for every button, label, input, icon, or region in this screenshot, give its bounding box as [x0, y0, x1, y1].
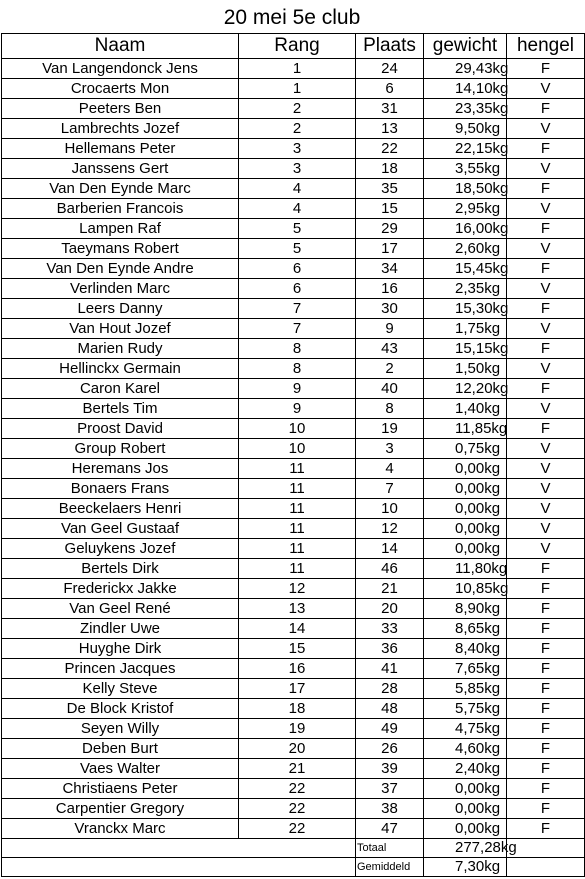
rang-cell: 14: [239, 619, 356, 639]
table-row: [2, 299, 585, 319]
rang-cell: 15: [239, 639, 356, 659]
table-row: [2, 719, 585, 739]
table-row: [2, 559, 585, 579]
rang-cell: 10: [239, 419, 356, 439]
plaats-cell: 6: [356, 79, 424, 99]
gewicht-cell: 0,00kg: [424, 459, 507, 479]
hengel-cell: V: [507, 79, 585, 99]
plaats-cell: 7: [356, 479, 424, 499]
average-row: [2, 858, 585, 877]
plaats-cell: 33: [356, 619, 424, 639]
hengel-cell: F: [507, 659, 585, 679]
page-title: 20 mei 5e club: [223, 6, 361, 29]
rang-cell: 4: [239, 199, 356, 219]
gewicht-cell: 7,65kg: [424, 659, 507, 679]
hengel-cell: V: [507, 319, 585, 339]
table-row: [2, 819, 585, 839]
gewicht-cell: 0,00kg: [424, 499, 507, 519]
empty-cell: [2, 839, 356, 858]
naam-cell: Beeckelaers Henri: [2, 499, 239, 519]
table-row: [2, 699, 585, 719]
naam-cell: Carpentier Gregory: [2, 799, 239, 819]
table-row: [2, 199, 585, 219]
plaats-cell: 48: [356, 699, 424, 719]
naam-cell: Crocaerts Mon: [2, 79, 239, 99]
hengel-cell: F: [507, 599, 585, 619]
table-row: [2, 619, 585, 639]
rang-cell: 7: [239, 299, 356, 319]
naam-cell: Marien Rudy: [2, 339, 239, 359]
plaats-cell: 8: [356, 399, 424, 419]
plaats-cell: 37: [356, 779, 424, 799]
hengel-cell: F: [507, 259, 585, 279]
hengel-cell: F: [507, 739, 585, 759]
gewicht-cell: 0,00kg: [424, 799, 507, 819]
plaats-cell: 35: [356, 179, 424, 199]
naam-cell: Peeters Ben: [2, 99, 239, 119]
hengel-cell: F: [507, 299, 585, 319]
hengel-cell: F: [507, 179, 585, 199]
table-row: [2, 419, 585, 439]
total-row-value: 277,28kg: [424, 839, 507, 858]
rang-cell: 9: [239, 399, 356, 419]
hengel-cell: F: [507, 779, 585, 799]
rang-cell: 16: [239, 659, 356, 679]
naam-cell: Deben Burt: [2, 739, 239, 759]
column-header-rang: Rang: [239, 34, 356, 59]
naam-cell: Huyghe Dirk: [2, 639, 239, 659]
hengel-cell: F: [507, 419, 585, 439]
table-row: [2, 759, 585, 779]
total-row-label: Totaal: [356, 839, 424, 858]
average-row-value: 7,30kg: [424, 858, 507, 877]
hengel-cell: V: [507, 479, 585, 499]
average-row-label: Gemiddeld: [356, 858, 424, 877]
plaats-cell: 12: [356, 519, 424, 539]
hengel-cell: F: [507, 139, 585, 159]
rang-cell: 8: [239, 339, 356, 359]
naam-cell: Bertels Dirk: [2, 559, 239, 579]
naam-cell: Seyen Willy: [2, 719, 239, 739]
hengel-cell: F: [507, 799, 585, 819]
gewicht-cell: 3,55kg: [424, 159, 507, 179]
rang-cell: 11: [239, 459, 356, 479]
naam-cell: De Block Kristof: [2, 699, 239, 719]
rang-cell: 4: [239, 179, 356, 199]
hengel-cell: F: [507, 339, 585, 359]
naam-cell: Heremans Jos: [2, 459, 239, 479]
gewicht-cell: 0,75kg: [424, 439, 507, 459]
table-row: [2, 219, 585, 239]
naam-cell: Princen Jacques: [2, 659, 239, 679]
gewicht-cell: 12,20kg: [424, 379, 507, 399]
plaats-cell: 14: [356, 539, 424, 559]
plaats-cell: 29: [356, 219, 424, 239]
naam-cell: Hellemans Peter: [2, 139, 239, 159]
results-table: [1, 33, 585, 877]
hengel-cell: V: [507, 279, 585, 299]
rang-cell: 11: [239, 499, 356, 519]
naam-cell: Van Den Eynde Marc: [2, 179, 239, 199]
rang-cell: 7: [239, 319, 356, 339]
plaats-cell: 46: [356, 559, 424, 579]
column-header-plaats: Plaats: [356, 34, 424, 59]
plaats-cell: 19: [356, 419, 424, 439]
rang-cell: 6: [239, 279, 356, 299]
plaats-cell: 41: [356, 659, 424, 679]
empty-cell: [507, 858, 585, 877]
table-row: [2, 259, 585, 279]
rang-cell: 11: [239, 539, 356, 559]
naam-cell: Van Geel Gustaaf: [2, 519, 239, 539]
column-header-gewicht: gewicht: [424, 34, 507, 59]
plaats-cell: 16: [356, 279, 424, 299]
table-row: [2, 539, 585, 559]
naam-cell: Hellinckx Germain: [2, 359, 239, 379]
rang-cell: 6: [239, 259, 356, 279]
table-row: [2, 679, 585, 699]
gewicht-cell: 2,60kg: [424, 239, 507, 259]
hengel-cell: F: [507, 619, 585, 639]
naam-cell: Proost David: [2, 419, 239, 439]
plaats-cell: 47: [356, 819, 424, 839]
naam-cell: Group Robert: [2, 439, 239, 459]
hengel-cell: F: [507, 559, 585, 579]
table-row: [2, 99, 585, 119]
rang-cell: 2: [239, 99, 356, 119]
hengel-cell: V: [507, 199, 585, 219]
gewicht-cell: 15,45kg: [424, 259, 507, 279]
plaats-cell: 31: [356, 99, 424, 119]
plaats-cell: 49: [356, 719, 424, 739]
naam-cell: Van Geel René: [2, 599, 239, 619]
hengel-cell: F: [507, 579, 585, 599]
gewicht-cell: 15,15kg: [424, 339, 507, 359]
plaats-cell: 28: [356, 679, 424, 699]
table-row: [2, 799, 585, 819]
naam-cell: Taeymans Robert: [2, 239, 239, 259]
rang-cell: 12: [239, 579, 356, 599]
rang-cell: 11: [239, 559, 356, 579]
table-row: [2, 479, 585, 499]
rang-cell: 10: [239, 439, 356, 459]
rang-cell: 5: [239, 219, 356, 239]
naam-cell: Leers Danny: [2, 299, 239, 319]
rang-cell: 2: [239, 119, 356, 139]
plaats-cell: 26: [356, 739, 424, 759]
naam-cell: Janssens Gert: [2, 159, 239, 179]
hengel-cell: V: [507, 499, 585, 519]
gewicht-cell: 0,00kg: [424, 779, 507, 799]
table-row: [2, 319, 585, 339]
table-row: [2, 639, 585, 659]
gewicht-cell: 11,85kg: [424, 419, 507, 439]
table-row: [2, 139, 585, 159]
naam-cell: Bertels Tim: [2, 399, 239, 419]
plaats-cell: 30: [356, 299, 424, 319]
rang-cell: 3: [239, 159, 356, 179]
gewicht-cell: 4,60kg: [424, 739, 507, 759]
table-row: [2, 739, 585, 759]
gewicht-cell: 22,15kg: [424, 139, 507, 159]
rang-cell: 22: [239, 819, 356, 839]
plaats-cell: 39: [356, 759, 424, 779]
gewicht-cell: 18,50kg: [424, 179, 507, 199]
plaats-cell: 18: [356, 159, 424, 179]
table-row: [2, 179, 585, 199]
table-row: [2, 239, 585, 259]
gewicht-cell: 4,75kg: [424, 719, 507, 739]
table-row: [2, 459, 585, 479]
gewicht-cell: 14,10kg: [424, 79, 507, 99]
hengel-cell: V: [507, 359, 585, 379]
plaats-cell: 10: [356, 499, 424, 519]
hengel-cell: F: [507, 379, 585, 399]
plaats-cell: 20: [356, 599, 424, 619]
header-row: [2, 34, 585, 59]
table-row: [2, 579, 585, 599]
gewicht-cell: 16,00kg: [424, 219, 507, 239]
table-row: [2, 519, 585, 539]
gewicht-cell: 11,80kg: [424, 559, 507, 579]
table-row: [2, 659, 585, 679]
plaats-cell: 2: [356, 359, 424, 379]
gewicht-cell: 2,35kg: [424, 279, 507, 299]
rang-cell: 22: [239, 779, 356, 799]
gewicht-cell: 0,00kg: [424, 819, 507, 839]
rang-cell: 20: [239, 739, 356, 759]
table-row: [2, 279, 585, 299]
naam-cell: Lambrechts Jozef: [2, 119, 239, 139]
gewicht-cell: 1,40kg: [424, 399, 507, 419]
hengel-cell: F: [507, 639, 585, 659]
naam-cell: Caron Karel: [2, 379, 239, 399]
rang-cell: 8: [239, 359, 356, 379]
total-row: [2, 839, 585, 858]
plaats-cell: 34: [356, 259, 424, 279]
gewicht-cell: 15,30kg: [424, 299, 507, 319]
plaats-cell: 43: [356, 339, 424, 359]
gewicht-cell: 5,85kg: [424, 679, 507, 699]
table-row: [2, 599, 585, 619]
rang-cell: 13: [239, 599, 356, 619]
table-row: [2, 79, 585, 99]
rang-cell: 21: [239, 759, 356, 779]
table-row: [2, 119, 585, 139]
gewicht-cell: 2,40kg: [424, 759, 507, 779]
plaats-cell: 36: [356, 639, 424, 659]
table-row: [2, 339, 585, 359]
gewicht-cell: 9,50kg: [424, 119, 507, 139]
plaats-cell: 24: [356, 59, 424, 79]
hengel-cell: F: [507, 759, 585, 779]
hengel-cell: F: [507, 59, 585, 79]
gewicht-cell: 23,35kg: [424, 99, 507, 119]
naam-cell: Lampen Raf: [2, 219, 239, 239]
table-row: [2, 399, 585, 419]
rang-cell: 22: [239, 799, 356, 819]
table-row: [2, 779, 585, 799]
results-table-body: [2, 34, 585, 877]
naam-cell: Geluykens Jozef: [2, 539, 239, 559]
naam-cell: Bonaers Frans: [2, 479, 239, 499]
gewicht-cell: 8,90kg: [424, 599, 507, 619]
table-row: [2, 439, 585, 459]
gewicht-cell: 1,75kg: [424, 319, 507, 339]
naam-cell: Zindler Uwe: [2, 619, 239, 639]
gewicht-cell: 0,00kg: [424, 479, 507, 499]
plaats-cell: 21: [356, 579, 424, 599]
empty-cell: [2, 858, 356, 877]
plaats-cell: 3: [356, 439, 424, 459]
rang-cell: 11: [239, 479, 356, 499]
rang-cell: 5: [239, 239, 356, 259]
hengel-cell: V: [507, 539, 585, 559]
naam-cell: Vranckx Marc: [2, 819, 239, 839]
gewicht-cell: 5,75kg: [424, 699, 507, 719]
rang-cell: 19: [239, 719, 356, 739]
table-row: [2, 59, 585, 79]
rang-cell: 17: [239, 679, 356, 699]
table-row: [2, 499, 585, 519]
gewicht-cell: 0,00kg: [424, 519, 507, 539]
empty-cell: [507, 839, 585, 858]
naam-cell: Christiaens Peter: [2, 779, 239, 799]
plaats-cell: 22: [356, 139, 424, 159]
hengel-cell: F: [507, 679, 585, 699]
rang-cell: 11: [239, 519, 356, 539]
plaats-cell: 4: [356, 459, 424, 479]
plaats-cell: 38: [356, 799, 424, 819]
rang-cell: 1: [239, 79, 356, 99]
table-row: [2, 379, 585, 399]
hengel-cell: V: [507, 519, 585, 539]
plaats-cell: 40: [356, 379, 424, 399]
gewicht-cell: 2,95kg: [424, 199, 507, 219]
gewicht-cell: 29,43kg: [424, 59, 507, 79]
hengel-cell: V: [507, 459, 585, 479]
plaats-cell: 13: [356, 119, 424, 139]
column-header-naam: Naam: [2, 34, 239, 59]
rang-cell: 9: [239, 379, 356, 399]
gewicht-cell: 8,40kg: [424, 639, 507, 659]
naam-cell: Barberien Francois: [2, 199, 239, 219]
hengel-cell: V: [507, 119, 585, 139]
gewicht-cell: 0,00kg: [424, 539, 507, 559]
naam-cell: Van Langendonck Jens: [2, 59, 239, 79]
rang-cell: 1: [239, 59, 356, 79]
hengel-cell: F: [507, 219, 585, 239]
hengel-cell: F: [507, 99, 585, 119]
plaats-cell: 15: [356, 199, 424, 219]
naam-cell: Van Den Eynde Andre: [2, 259, 239, 279]
naam-cell: Van Hout Jozef: [2, 319, 239, 339]
hengel-cell: V: [507, 399, 585, 419]
hengel-cell: V: [507, 159, 585, 179]
hengel-cell: F: [507, 699, 585, 719]
column-header-hengel: hengel: [507, 34, 585, 59]
naam-cell: Verlinden Marc: [2, 279, 239, 299]
gewicht-cell: 10,85kg: [424, 579, 507, 599]
hengel-cell: V: [507, 239, 585, 259]
hengel-cell: V: [507, 439, 585, 459]
gewicht-cell: 8,65kg: [424, 619, 507, 639]
plaats-cell: 17: [356, 239, 424, 259]
hengel-cell: F: [507, 719, 585, 739]
rang-cell: 18: [239, 699, 356, 719]
gewicht-cell: 1,50kg: [424, 359, 507, 379]
hengel-cell: F: [507, 819, 585, 839]
table-row: [2, 359, 585, 379]
naam-cell: Vaes Walter: [2, 759, 239, 779]
plaats-cell: 9: [356, 319, 424, 339]
rang-cell: 3: [239, 139, 356, 159]
table-row: [2, 159, 585, 179]
naam-cell: Kelly Steve: [2, 679, 239, 699]
naam-cell: Frederickx Jakke: [2, 579, 239, 599]
